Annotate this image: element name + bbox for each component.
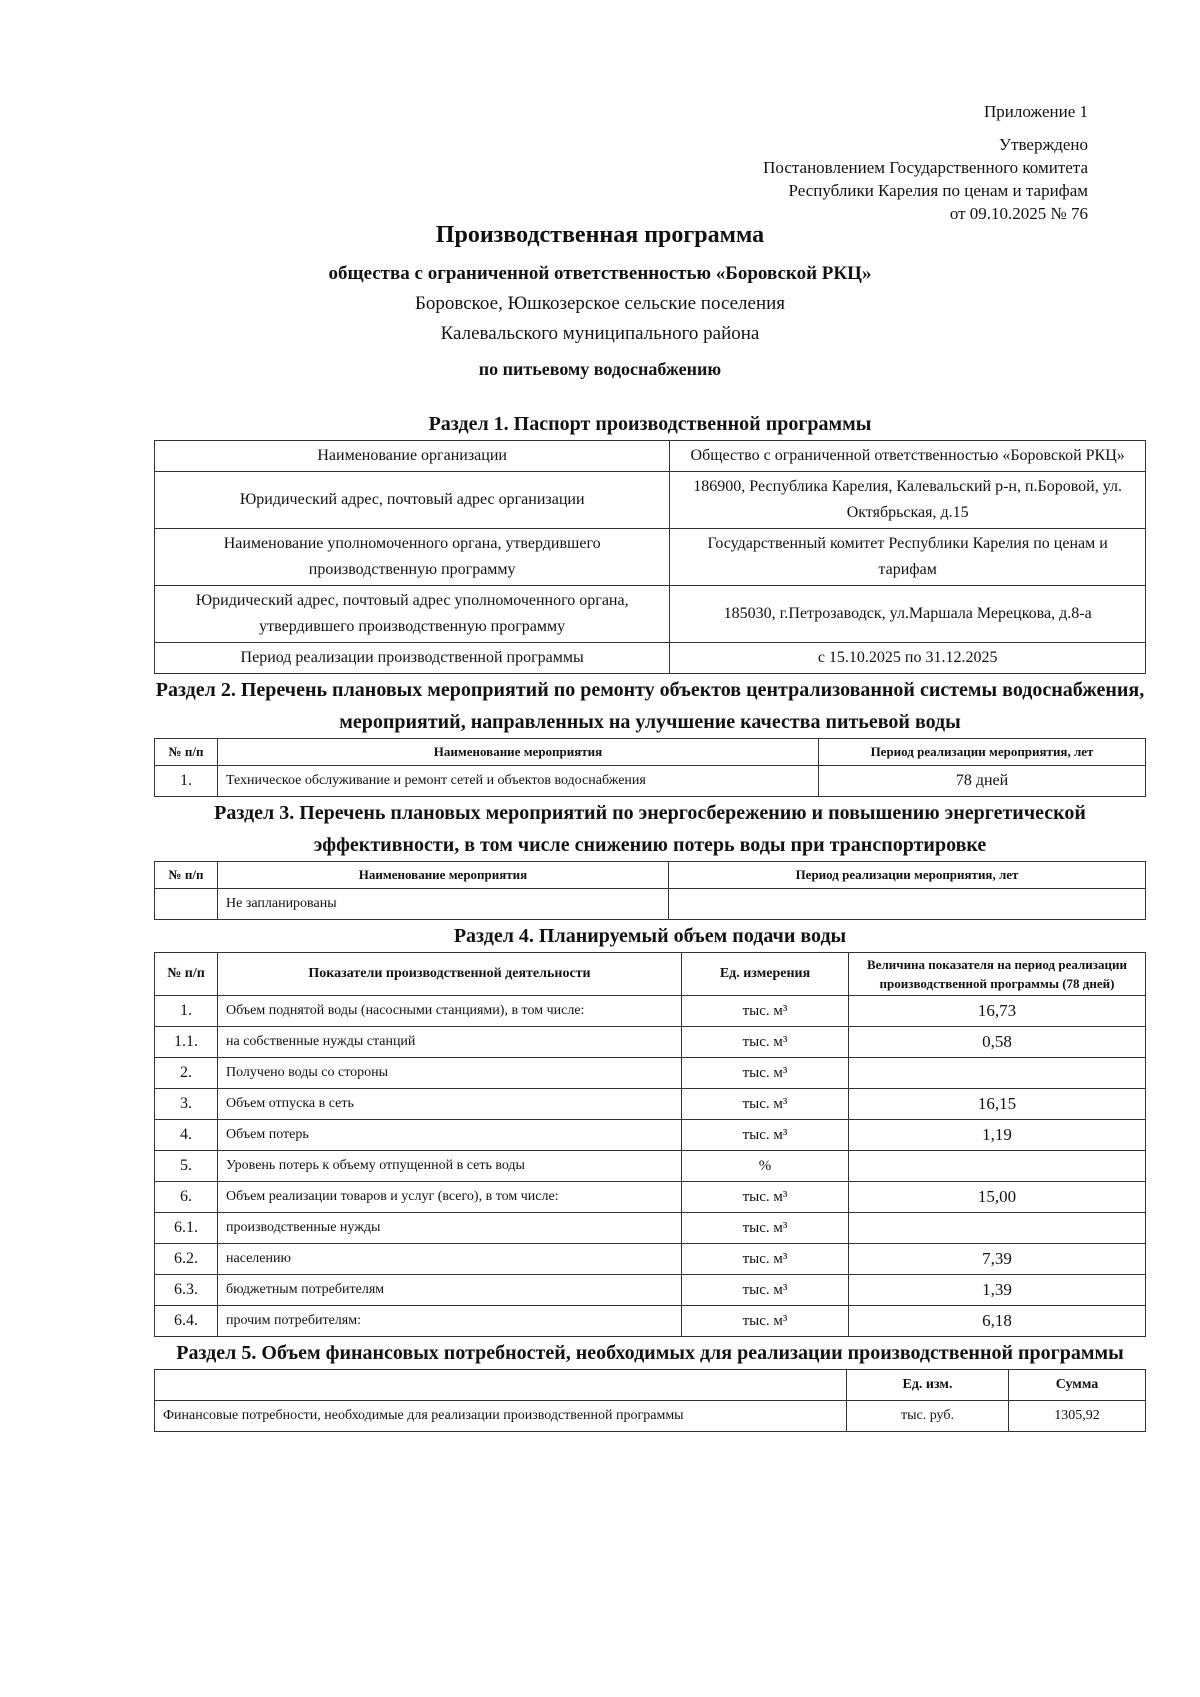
row-number: 6.4.	[155, 1306, 218, 1337]
indicator-name: Уровень потерь к объему отпущенной в сеть воды	[218, 1151, 682, 1182]
indicator-value: 0,58	[849, 1027, 1146, 1058]
indicator-row	[155, 1213, 1146, 1244]
row-number: 3.	[155, 1089, 218, 1120]
col-num: № п/п	[155, 739, 218, 766]
indicator-name: бюджетным потребителям	[218, 1275, 682, 1306]
row-number: 1.	[155, 766, 218, 797]
indicator-row	[155, 1244, 1146, 1275]
row-number	[155, 889, 218, 920]
indicator-name: Объем поднятой воды (насосными станциями), в том числе:	[218, 996, 682, 1027]
passport-row	[155, 643, 1146, 674]
annex-label: Приложение 1	[984, 102, 1088, 121]
passport-value: с 15.10.2025 по 31.12.2025	[670, 643, 1146, 674]
indicator-row	[155, 1182, 1146, 1213]
approval-line: от 09.10.2025 № 76	[949, 204, 1088, 223]
indicator-name: прочим потребителям:	[218, 1306, 682, 1337]
passport-label: Юридический адрес, почтовый адрес организации	[155, 472, 670, 529]
organization-name: общества с ограниченной ответственностью «Боровской РКЦ»	[328, 263, 872, 284]
financial-sum: 1305,92	[1009, 1401, 1146, 1432]
col-unit: Ед. изм.	[847, 1370, 1009, 1401]
row-number: 6.2.	[155, 1244, 218, 1275]
passport-row	[155, 441, 1146, 472]
document-body	[154, 408, 1146, 1432]
passport-label: Наименование организации	[155, 441, 670, 472]
indicator-unit: тыс. м³	[682, 1182, 849, 1213]
subject-line: по питьевому водоснабжению	[478, 359, 722, 379]
indicator-name: Объем отпуска в сеть	[218, 1089, 682, 1120]
row-number: 6.3.	[155, 1275, 218, 1306]
passport-value: Государственный комитет Республики Карелия по ценам и тарифам	[670, 529, 1146, 586]
measure-row	[155, 766, 1146, 797]
passport-label: Юридический адрес, почтовый адрес уполномоченного органа, утвердившего производственную программу	[155, 586, 670, 643]
indicator-row	[155, 996, 1146, 1027]
row-number: 6.	[155, 1182, 218, 1213]
row-number: 4.	[155, 1120, 218, 1151]
financial-name: Финансовые потребности, необходимые для реализации производственной программы	[155, 1401, 847, 1432]
repair-measures-table	[154, 738, 1146, 797]
financial-row	[155, 1401, 1146, 1432]
document-title: Производственная программа	[435, 222, 765, 248]
indicator-value: 1,39	[849, 1275, 1146, 1306]
indicator-row	[155, 1275, 1146, 1306]
measure-name: Не запланированы	[218, 889, 669, 920]
col-unit: Ед. измерения	[682, 953, 849, 996]
passport-row	[155, 586, 1146, 643]
district-line: Калевальского муниципального района	[440, 323, 760, 344]
col-sum: Сумма	[1009, 1370, 1146, 1401]
row-number: 1.1.	[155, 1027, 218, 1058]
indicator-row	[155, 1089, 1146, 1120]
indicator-name: на собственные нужды станций	[218, 1027, 682, 1058]
passport-label: Период реализации производственной программы	[155, 643, 670, 674]
indicator-value: 16,15	[849, 1089, 1146, 1120]
col-name	[155, 1370, 847, 1401]
indicator-unit: тыс. м³	[682, 1213, 849, 1244]
col-period: Период реализации мероприятия, лет	[669, 862, 1146, 889]
passport-value: 186900, Республика Карелия, Калевальский р-н, п.Боровой, ул. Октябрьская, д.15	[670, 472, 1146, 529]
row-number: 6.1.	[155, 1213, 218, 1244]
indicator-name: Объем реализации товаров и услуг (всего), в том числе:	[218, 1182, 682, 1213]
measure-period: 78 дней	[819, 766, 1146, 797]
title-block	[0, 222, 1200, 380]
approval-line: Постановлением Государственного комитета	[763, 158, 1088, 177]
col-value: Величина показателя на период реализации производственной программы (78 дней)	[849, 953, 1146, 996]
indicator-name: населению	[218, 1244, 682, 1275]
indicator-value: 1,19	[849, 1120, 1146, 1151]
indicator-unit: тыс. м³	[682, 1027, 849, 1058]
indicator-unit: %	[682, 1151, 849, 1182]
indicator-unit: тыс. м³	[682, 1120, 849, 1151]
passport-value: 185030, г.Петрозаводск, ул.Маршала Мерецкова, д.8-а	[670, 586, 1146, 643]
passport-label: Наименование уполномоченного органа, утвердившего производственную программу	[155, 529, 670, 586]
indicator-unit: тыс. м³	[682, 1089, 849, 1120]
indicator-value: 15,00	[849, 1182, 1146, 1213]
indicator-value: 7,39	[849, 1244, 1146, 1275]
col-num: № п/п	[155, 953, 218, 996]
section2-title: Раздел 2. Перечень плановых мероприятий по ремонту объектов централизованной системы водоснабжения, мероприятий, направленных на улучшение качества питьевой воды	[155, 679, 1145, 733]
col-name: Наименование мероприятия	[218, 862, 669, 889]
row-number: 2.	[155, 1058, 218, 1089]
passport-table	[154, 440, 1146, 674]
measure-name: Техническое обслуживание и ремонт сетей и объектов водоснабжения	[218, 766, 819, 797]
indicator-value: 6,18	[849, 1306, 1146, 1337]
indicator-name: Получено воды со стороны	[218, 1058, 682, 1089]
indicator-name: производственные нужды	[218, 1213, 682, 1244]
water-supply-table	[154, 952, 1146, 1337]
indicator-unit: тыс. м³	[682, 1244, 849, 1275]
settlements-line: Боровское, Юшкозерское сельские поселения	[414, 293, 786, 314]
indicator-unit: тыс. м³	[682, 1275, 849, 1306]
indicator-row	[155, 1306, 1146, 1337]
indicator-name: Объем потерь	[218, 1120, 682, 1151]
indicator-row	[155, 1120, 1146, 1151]
passport-row	[155, 472, 1146, 529]
energy-measures-table	[154, 861, 1146, 920]
section5-title: Раздел 5. Объем финансовых потребностей, необходимых для реализации производственной программы	[176, 1342, 1124, 1364]
approval-line: Утверждено	[999, 135, 1088, 154]
passport-value: Общество с ограниченной ответственностью «Боровской РКЦ»	[670, 441, 1146, 472]
measure-row	[155, 889, 1146, 920]
indicator-value: 16,73	[849, 996, 1146, 1027]
financial-needs-table	[154, 1369, 1146, 1432]
section3-title: Раздел 3. Перечень плановых мероприятий по энергосбережению и повышению энергетической эффективности, в том числе снижению потерь воды при транспортировке	[214, 802, 1086, 856]
approval-block	[763, 100, 1088, 225]
approval-line: Республики Карелия по ценам и тарифам	[788, 181, 1088, 200]
indicator-row	[155, 1058, 1146, 1089]
section4-title: Раздел 4. Планируемый объем подачи воды	[453, 925, 847, 947]
indicator-unit: тыс. м³	[682, 996, 849, 1027]
indicator-unit: тыс. м³	[682, 1058, 849, 1089]
indicator-value	[849, 1151, 1146, 1182]
row-number: 1.	[155, 996, 218, 1027]
indicator-value	[849, 1213, 1146, 1244]
measure-period	[669, 889, 1146, 920]
col-period: Период реализации мероприятия, лет	[819, 739, 1146, 766]
indicator-row	[155, 1027, 1146, 1058]
financial-unit: тыс. руб.	[847, 1401, 1009, 1432]
indicator-row	[155, 1151, 1146, 1182]
indicator-value	[849, 1058, 1146, 1089]
indicator-unit: тыс. м³	[682, 1306, 849, 1337]
section1-title: Раздел 1. Паспорт производственной программы	[428, 413, 872, 435]
col-num: № п/п	[155, 862, 218, 889]
row-number: 5.	[155, 1151, 218, 1182]
passport-row	[155, 529, 1146, 586]
col-name: Наименование мероприятия	[218, 739, 819, 766]
col-indicator: Показатели производственной деятельности	[218, 953, 682, 996]
